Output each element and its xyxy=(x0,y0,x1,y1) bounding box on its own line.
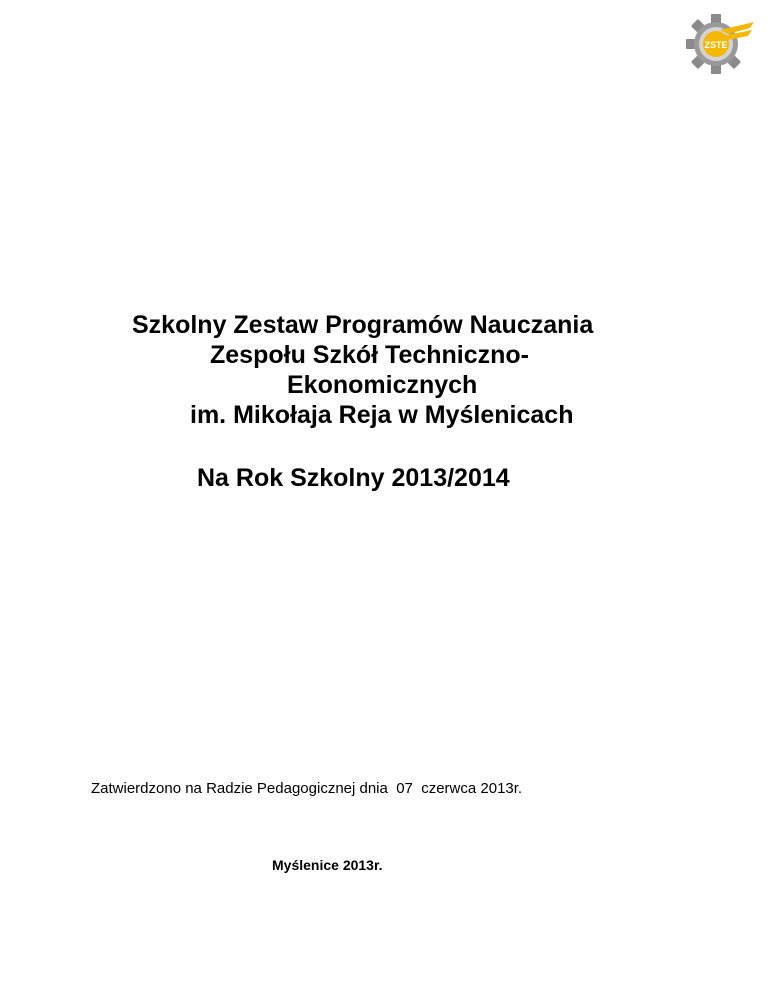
title-line-2: Zespołu Szkół Techniczno- xyxy=(210,341,530,369)
gear-logo-icon xyxy=(676,8,756,80)
svg-text:ZSTE: ZSTE xyxy=(704,40,728,50)
approval-note: Zatwierdzono na Radzie Pedagogicznej dnia 07 czerwca 2013r. xyxy=(91,780,523,797)
place-date: Myślenice 2013r. xyxy=(272,857,383,873)
school-year: Na Rok Szkolny 2013/2014 xyxy=(197,464,510,492)
title-line-4: im. Mikołaja Reja w Myślenicach xyxy=(190,401,574,429)
title-line-1: Szkolny Zestaw Programów Nauczania xyxy=(132,311,594,339)
title-line-3: Ekonomicznych xyxy=(287,371,478,399)
school-logo xyxy=(676,8,756,80)
